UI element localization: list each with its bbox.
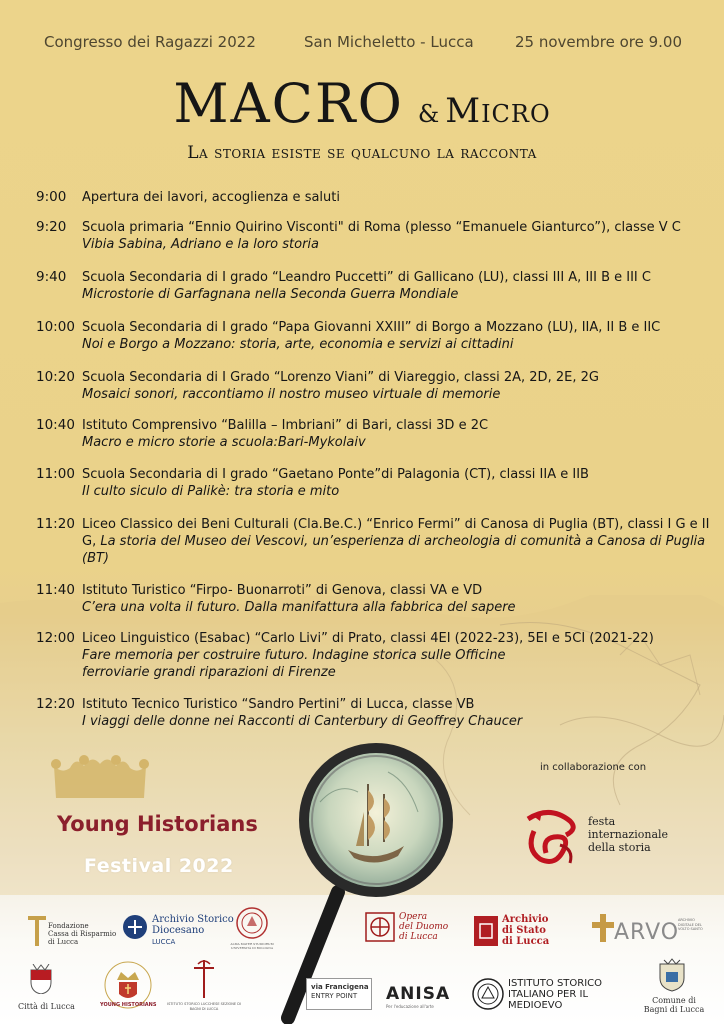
archivio-diocesano-icon (122, 914, 148, 940)
program-detail: , classi 2A, 2D, 2E, 2G (455, 370, 599, 385)
program-school: Istituto Turistico “Firpo- Buonarroti” di Genova (82, 583, 382, 598)
archivio-diocesano-line2: Diocesano (152, 925, 205, 936)
opera-duomo-line2: del Duomo (399, 922, 449, 932)
young-historians-logo (100, 960, 156, 1016)
program-time: 12:00 (36, 630, 75, 646)
program-title: Microstorie di Garfagnana nella Seconda Guerra Mondiale (82, 287, 459, 302)
arvo-subtext: ARCHIVIO DIGITALE DEL VOLTO SANTO (678, 918, 703, 931)
archivio-stato-line2: di Stato (502, 925, 546, 936)
medioevo-line1: ISTITUTO STORICO (508, 978, 603, 989)
city-shield-icon (29, 964, 53, 994)
program-title: C’era una volta il futuro. Dalla manifattura alla fabbrica del sapere (82, 600, 516, 615)
fondazione-logo (26, 912, 117, 952)
program-title: Mosaici sonori, raccontiamo il nostro museo virtuale di memorie (82, 387, 501, 402)
program-school: Liceo Linguistico (Esabac) “Carlo Livi” di Prato (82, 631, 382, 646)
title-micro: Micro (445, 91, 551, 131)
program-school: Istituto Tecnico Turistico “Sandro Pertini” di Lucca (82, 697, 404, 712)
anisa-logo (386, 984, 451, 1014)
opera-duomo-line1: Opera (399, 912, 428, 922)
anisa-subtext: Per l'educazione all'arte (386, 1004, 434, 1009)
program-school: Scuola Secondaria di I grado “Leandro Puccetti” di Gallicano (LU) (82, 270, 505, 285)
festival-edition: Festival 2022 (84, 855, 234, 877)
festa-line1: festa (588, 815, 616, 828)
program-title: Noi e Borgo a Mozzano: storia, arte, economia e servizi ai cittadini (82, 337, 514, 352)
festa-storia-icon (520, 805, 586, 871)
event-header (0, 33, 724, 53)
medioevo-line3: MEDIOEVO (508, 1000, 563, 1011)
sword-icon (190, 958, 218, 1000)
program-detail: , classi III A, III B e III C (504, 270, 651, 285)
municipal-crest-icon (656, 956, 688, 992)
opera-duomo-logo (365, 912, 470, 950)
bagni-lucca-line2: Bagni di Lucca (643, 1005, 705, 1014)
program-detail: , IIA, II B e IIC (573, 320, 661, 335)
program-time: 10:20 (36, 369, 75, 385)
program-detail: (plesso “Emanuele Gianturco”), classe V C (400, 220, 681, 235)
program-time: 10:00 (36, 319, 75, 335)
program-detail: , classi IIA e IIB (491, 467, 589, 482)
program-school: Scuola Secondaria di I Grado “Lorenzo Viani” di Viareggio (82, 370, 456, 385)
title-macro: MACRO (173, 72, 404, 135)
fondazione-line3: di Lucca (48, 938, 79, 946)
via-francigena-logo (306, 978, 372, 1010)
archivio-diocesano-line1: Archivio Storico (152, 914, 234, 925)
fondazione-line1: Fondazione (48, 922, 89, 930)
program-time: 11:20 (36, 516, 75, 532)
program-detail: , classi 4EI (2022-23), 5EI e 5CI (2021-22) (381, 631, 654, 646)
citta-lucca-logo (18, 964, 75, 1016)
arvo-logo (592, 912, 702, 952)
title-ampersand: & (417, 100, 440, 128)
festa-line3: della storia (588, 841, 651, 854)
program-detail: , classi VA e VD (381, 583, 483, 598)
page-title (0, 72, 724, 135)
collaboration-label: in collaborazione con (540, 762, 647, 773)
program-time: 9:40 (36, 269, 67, 285)
opera-duomo-line3: di Lucca (399, 932, 438, 942)
program-title: Fare memoria per costruire futuro. Indagine storica sulle Officine ferroviarie grandi riparazioni di Firenze (82, 648, 506, 680)
alma-mater-logo (226, 906, 278, 956)
tau-cross-icon (26, 912, 48, 948)
archivio-stato-line3: di Lucca (502, 936, 550, 947)
program-time: 10:40 (36, 417, 75, 433)
festa-line2: internazionale (588, 828, 669, 841)
archivio-stato-line1: Archivio (502, 914, 549, 925)
program-title: Vibia Sabina, Adriano e la loro storia (82, 237, 319, 252)
university-seal-icon (235, 906, 269, 940)
opera-duomo-icon (365, 912, 395, 942)
istituto-lucchese-text: ISTITUTO STORICO LUCCHESE SEZIONE DI BAGNI DI LUCCA (167, 1002, 241, 1011)
crown-icon (50, 752, 150, 804)
festival-name: Young Historians (57, 812, 258, 836)
program-title: Macro e micro storie a scuola:Bari-Mykolaiv (82, 435, 366, 450)
fondazione-line2: Cassa di Risparmio (48, 930, 117, 938)
citta-lucca-text: Città di Lucca (18, 1002, 75, 1011)
via-francigena-line1: via Francigena (311, 983, 369, 991)
medioevo-seal-icon (472, 978, 504, 1010)
archivio-diocesano-line3: LUCCA (152, 938, 176, 946)
via-francigena-line2: ENTRY POINT (311, 992, 358, 1000)
program-school: Istituto Comprensivo “Balilla – Imbriani” di Bari (82, 418, 388, 433)
program-time: 11:00 (36, 466, 75, 482)
event-location: San Micheletto - Lucca (304, 33, 474, 51)
program-school: Scuola primaria “Ennio Quirino Visconti" di Roma (82, 220, 401, 235)
archivio-stato-logo (474, 914, 564, 950)
program-time: 11:40 (36, 582, 75, 598)
archivio-stato-icon (474, 916, 498, 946)
congress-name: Congresso dei Ragazzi 2022 (44, 33, 256, 51)
program-detail: , classe VB (403, 697, 475, 712)
arvo-text: ARVO (614, 920, 680, 945)
program-detail: , classi I G e II G, (82, 517, 710, 549)
bagni-lucca-line1: Comune di (652, 996, 696, 1005)
program-time: 12:20 (36, 696, 75, 712)
event-date: 25 novembre ore 9.00 (515, 33, 683, 51)
festa-storia-logo (520, 805, 680, 875)
program-title: Il culto siculo di Palikè: tra storia e mito (82, 484, 340, 499)
young-historians-text: YOUNG HISTORIANS (100, 1002, 157, 1008)
bagni-lucca-logo (636, 956, 712, 1020)
medioevo-line2: ITALIANO PER IL (508, 989, 589, 1000)
istituto-medioevo-logo (472, 978, 622, 1014)
program-time: 9:20 (36, 219, 67, 235)
program-time: 9:00 (36, 189, 67, 205)
program-school: Apertura dei lavori, accoglienza e saluti (82, 190, 340, 205)
program-title: La storia del Museo dei Vescovi, un’esperienza di archeologia di comunità a Canosa di Puglia (BT) (82, 534, 706, 566)
program-title: I viaggi delle donne nei Racconti di Canterbury di Geoffrey Chaucer (82, 714, 523, 729)
anisa-text: ANISA (386, 984, 451, 1004)
program-school: Scuola Secondaria di I grado “Papa Giovanni XXIII” di Borgo a Mozzano (LU) (82, 320, 574, 335)
page-subtitle: La storia esiste se qualcuno la racconta (187, 143, 537, 163)
program-school: Scuola Secondaria di I grado “Gaetano Ponte”di Palagonia (CT) (82, 467, 492, 482)
cross-icon (592, 914, 614, 942)
istituto-lucchese-logo (164, 958, 244, 1020)
archivio-diocesano-logo (122, 912, 234, 946)
program-school: Liceo Classico dei Beni Culturali (Cla.Be.C.) “Enrico Fermi” di Canosa di Puglia (BT) (82, 517, 620, 532)
program-detail: , classi 3D e 2C (387, 418, 489, 433)
alma-mater-text: ALMA MATER STUDIORUM UNIVERSITÀ DI BOLOGNA (230, 942, 274, 950)
